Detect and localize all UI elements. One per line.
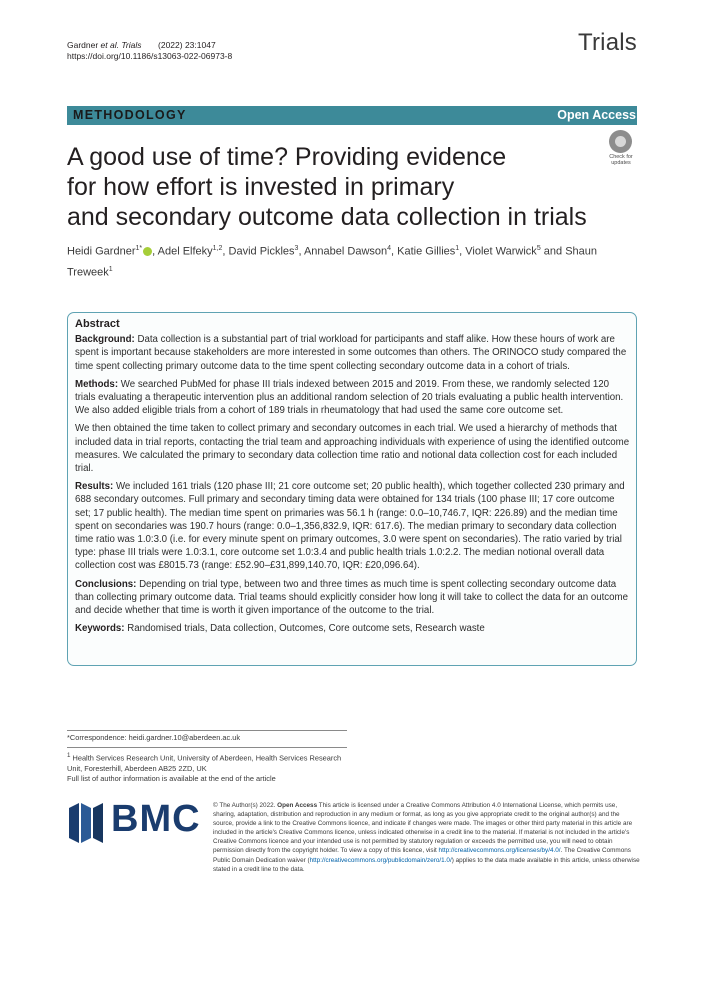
author-affiliation-sup: 1	[108, 265, 113, 273]
conclusions-text: Depending on trial type, between two and three times as much time is spent collecting secondary outcome data than collecting primary outcome data. Trial teams should explicitly consider how long it will take to collect the data for an outcome and decide whether that time is worth it given importance of the outcome to the trial.	[75, 578, 629, 617]
author-affiliation-sup: 1	[455, 245, 460, 252]
article-type-label: METHODOLOGY	[73, 108, 187, 122]
author-name[interactable]: Katie Gillies	[397, 245, 456, 258]
abstract-keywords	[75, 622, 631, 635]
author-affiliation-sup: 3	[294, 245, 299, 252]
copyright: © The Author(s) 2022.	[213, 802, 276, 809]
license-body: This article is licensed under a Creative Commons Attribution 4.0 International License, which permits use, sharing, adaptation, distribution and reproduction in any medium or format, as long as you give appropriate credit to the original author(s) and the source, provide a link to the Creative Commons licence, and indicate if changes were made. The images or other third party material in this article are included in the article's Creative Commons licence, unless indicated otherwise in a credit line to the material. If material is not included in the article's Creative Commons licence and your intended use is not permitted by statutory regulation or exceeds the permitted use, you will need to obtain permission directly from the copyright holder. To view a copy of this licence, visit	[213, 802, 633, 855]
abstract-methods	[75, 378, 631, 418]
author-name[interactable]: Adel Elfeky	[157, 245, 213, 258]
citation-year: (2022) 23:1047	[158, 40, 216, 50]
author-name[interactable]: Shaun Treweek	[67, 245, 597, 279]
background-text: Data collection is a substantial part of trial workload for participants and staff alike. How these hours of work are spent is important because stakeholders are more interested in some outcomes than others. The ORINOCO study compared the time spent collecting primary outcome data to the time spent collecting secondary outcome data in a cohort of trials.	[75, 334, 627, 372]
cc-by-link[interactable]: http://creativecommons.org/licenses/by/4.0/	[438, 847, 561, 855]
author-affiliation-sup: 5	[536, 245, 541, 252]
orcid-icon[interactable]	[143, 247, 152, 256]
bmc-logo	[67, 798, 202, 844]
check-updates-line: Check for	[609, 154, 633, 160]
results-text: We included 161 trials (120 phase III; 21 core outcome set; 20 public health), which together collected 230 primary and 688 secondary outcomes. Full primary and secondary timing data were obtained for 134 trials (100 phase III; 17 core outcome set; 17 public health). The median time spent on primaries was 56.1 h (range: 0.0–10,746.7, IQR: 226.89) and the median time spent on secondaries was 190.7 hours (range: 0.0–1,356,832.9, IQR: 617.6). The median primary to secondary data collection time ratio was 1.0:3.0 (i.e. for every minute spent on primary outcomes, 3.0 were spent on secondaries). The ratio varied by trial type: phase III trials were 1.0:3.1, core outcome set 1.0:3.4 and public health trials 1.0:2.2. The median notional overall data collection cost was £8015.73 (range: £52.90–£31,899,140.70, IQR: £20,096.64).	[75, 481, 625, 572]
author-affiliation-sup: 1*	[135, 245, 143, 252]
license-text	[213, 801, 641, 874]
affiliation-note	[67, 751, 357, 784]
abstract-methods-continued: We then obtained the time taken to collect primary and secondary outcomes in each trial. We used a hierarchy of methods that included data in trial reports, contacting the trial team and approaching individuals with experience of using the identified outcome measures. We calculated the primary to secondary data collection time ratio and notional data collection cost for each included trial.	[75, 423, 630, 475]
keywords-text: Randomised trials, Data collection, Outcomes, Core outcome sets, Research waste	[127, 623, 485, 635]
author-name[interactable]: Violet Warwick	[465, 245, 537, 258]
author-list: Heidi Gardner$^{1*}$ , Adel Elfeky$^{1,2}$, David Pickles$^3$, Annabel Dawson$^4$, Katie Gillies$^1$, Violet Warwick$^5$ and Shaun Treweek$^1$	[67, 245, 597, 279]
abstract-background	[75, 333, 631, 373]
cc-zero-link[interactable]: http://creativecommons.org/publicdomain/zero/1.0/	[309, 856, 452, 864]
citation-ref	[67, 40, 232, 51]
author-affiliation-sup: 1,2	[212, 245, 223, 252]
check-for-updates-button[interactable]	[605, 130, 637, 166]
license-body-3: ) applies to the data made available in this article, unless otherwise stated in a credit line to the data.	[213, 856, 640, 873]
footnote-divider	[67, 730, 347, 731]
results-label: Results:	[75, 481, 114, 493]
footnote-divider	[67, 747, 347, 748]
citation-journal: et al. Trials	[100, 40, 142, 50]
citation-authors: Gardner	[67, 40, 101, 50]
title-line: and secondary outcome data collection in trials	[67, 203, 587, 231]
correspondence-note[interactable]: *Correspondence: heidi.gardner.10@aberdeen.ac.uk	[67, 733, 241, 742]
methods-text: We searched PubMed for phase III trials indexed between 2015 and 2019. From these, we randomly selected 120 trials evaluating a therapeutic intervention plus an additional random selection of 20 trials evaluating a public health intervention. We also added eligible trials from a cohort of 189 trials in rheumatology that had used the same core outcome set.	[75, 378, 624, 417]
title-line: for how effort is invested in primary	[67, 173, 455, 201]
affiliation-body: Health Services Research Unit, University of Aberdeen, Health Services Research Unit, Foresterhill, Aberdeen AB25 2ZD, UK	[67, 753, 342, 773]
affiliation-text	[67, 751, 357, 774]
keywords-label: Keywords:	[75, 623, 125, 635]
abstract-conclusions	[75, 578, 631, 618]
license-body-2: . The Creative Commons Public Domain Dedication waiver (	[213, 847, 631, 864]
affiliation-sup: 1	[67, 752, 71, 759]
check-updates-label	[605, 154, 637, 166]
doi-link[interactable]: https://doi.org/10.1186/s13063-022-06973-8	[67, 51, 233, 61]
author-affiliation-sup: 4	[387, 245, 392, 252]
methods-label: Methods:	[75, 378, 119, 390]
full-list-note: Full list of author information is available at the end of the article	[67, 773, 276, 783]
author-name[interactable]: Annabel Dawson	[303, 245, 388, 258]
open-access-bold: Open Access	[277, 802, 318, 809]
check-updates-icon	[609, 130, 632, 153]
article-title	[67, 142, 607, 232]
check-updates-line: updates	[611, 160, 631, 166]
conclusions-label: Conclusions:	[75, 578, 137, 590]
citation-line	[67, 40, 232, 62]
author-name[interactable]: David Pickles	[228, 245, 295, 258]
abstract-heading: Abstract	[75, 318, 120, 330]
author-name[interactable]: Heidi Gardner	[67, 245, 136, 258]
open-access-label: Open Access	[557, 108, 636, 122]
journal-name: Trials	[578, 29, 637, 56]
bmc-logo-mark	[67, 802, 109, 844]
abstract-content	[75, 318, 631, 640]
abstract-results	[75, 480, 631, 572]
bmc-logo-text: BMC	[111, 798, 201, 840]
title-line: A good use of time? Providing evidence	[67, 143, 507, 171]
background-label: Background:	[75, 334, 135, 346]
